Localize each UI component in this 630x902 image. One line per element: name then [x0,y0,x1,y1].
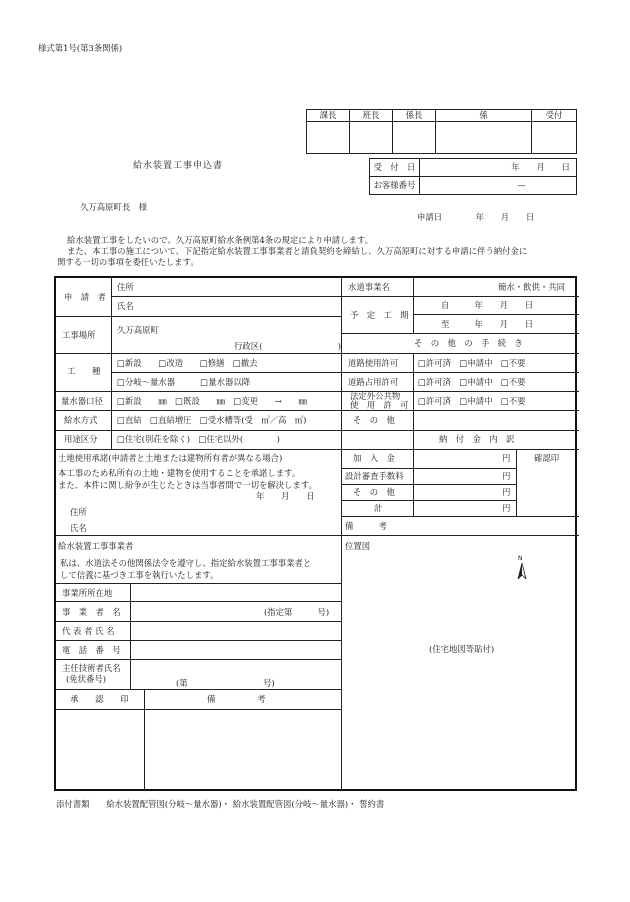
reception-box [369,158,577,195]
site-value: 久万高原町 [117,325,159,335]
applicant-address-label: 住所 [117,282,134,292]
customer-number-label: お客様番号 [370,177,420,195]
supply-method-options[interactable]: □直結 □直結増圧 □受水槽等(受 ㎥／高 ㎥) [117,415,307,425]
engineer-license-number[interactable]: (第 号) [176,678,275,688]
schedule-to[interactable]: 至 年 月 日 [441,319,534,329]
work-type-label: 工 種 [67,366,101,376]
applicant-label: 申 請 者 [64,292,106,302]
north-arrow-icon [517,556,527,578]
contractor-title: 給水装置工事事業者 [58,541,134,551]
location-map-label: 位置図 [345,541,371,551]
application-date[interactable]: 申請日 年 月 日 [417,212,535,222]
approval-seal-cell[interactable] [532,122,577,154]
meter-diameter-label: 量水器口径 [61,396,103,406]
payment-breakdown-title: 納 付 金 内 訳 [439,434,515,444]
intro-line-1: 給水装置工事をしたいので、久万高原町給水条例第4条の規定により申請します。 [67,235,373,245]
land-consent-title: 土地使用承諾(申請者と土地または建物所有者が異なる場合) [58,453,283,463]
other-fee-yen[interactable]: 円 [502,487,511,497]
contractor-remarks-label: 備 考 [207,694,266,704]
road-use-permit-label: 道路使用許可 [348,358,399,368]
total-yen[interactable]: 円 [502,503,511,513]
land-consent-name-label: 氏名 [70,523,87,533]
receipt-date-label: 受 付 日 [370,159,420,177]
remarks-label: 備 考 [345,521,387,531]
join-fee-yen[interactable]: 円 [502,453,511,463]
usage-options[interactable]: □住宅(別荘を除く) □住宅以外( ) [117,434,280,444]
form-number: 様式第1号(第3条関係) [38,43,123,53]
contractor-text-1: 私は、水道法その他関係法令を遵守し、指定給水装置工事事業者と [60,558,312,568]
other-procedure-label: そ の 他 [353,415,395,425]
meter-diameter-options[interactable]: □新設 ㎜ □既設 ㎜ □変更 → ㎜ [117,396,307,406]
land-consent-address-label: 住所 [70,507,87,517]
approval-seal-cell[interactable] [393,122,436,154]
approval-seal-label: 承 認 印 [70,694,129,704]
approval-header-subsection-chief: 係長 [393,110,436,122]
land-consent-text-2: また、本件に関し紛争が生じたときは当事者間で一切を解決します。 [58,480,317,490]
usage-label: 用途区分 [64,434,98,444]
design-fee-yen[interactable]: 円 [502,471,511,481]
engineer-label-2: (免状番号) [66,674,107,684]
water-business-options[interactable]: 簡水・飲供・共同 [498,282,565,292]
approval-seal-cell[interactable] [436,122,532,154]
work-type-row-1[interactable]: □新設 □改造 □修繕 □撤去 [117,358,258,368]
district-field[interactable]: 行政区( ) [234,341,342,351]
approval-header-reception: 受付 [532,110,577,122]
engineer-label-1: 主任技術者氏名 [62,663,121,673]
office-location-label: 事業所所在地 [62,588,113,598]
north-label: N [518,555,523,562]
confirm-seal-label: 確認印 [534,453,560,463]
designation-number[interactable]: (指定第 号) [264,607,330,617]
land-consent-date[interactable]: 年 月 日 [256,491,315,501]
land-consent-text-1: 本工事のため私所有の土地・建物を使用することを承諾します。 [58,468,301,478]
intro-line-2: また、本工事の施工について、下記指定給水装置工事事業者と請負契約を締結し、久万高原町に対する申請に伴う納付金に [67,246,528,256]
approval-seal-cell[interactable] [350,122,393,154]
addressee: 久万高原町長 様 [80,202,147,212]
phone-label: 電 話 番 号 [62,645,121,655]
road-occupy-permit-options[interactable]: □許可済 □申請中 □不要 [418,377,526,387]
attachments-note: 添付書類 給水装置配管図(分岐～量水器)・ 給水装置配管図(分岐～量水器)・ 誓約書 [56,799,385,809]
approval-box [306,109,577,154]
supply-method-label: 給水方式 [64,415,98,425]
public-facility-label-2: 使 用 許 可 [350,400,409,410]
receipt-date-value[interactable]: 年 月 日 [420,159,577,177]
public-facility-label-1: 法定外公共物 [350,391,401,401]
water-business-label: 水道事業名 [348,282,390,292]
application-form [54,276,577,791]
other-fee-label: そ の 他 [353,487,395,497]
road-use-permit-options[interactable]: □許可済 □申請中 □不要 [418,358,526,368]
business-name-label: 事 業 者 名 [62,607,121,617]
schedule-from[interactable]: 自 年 月 日 [441,300,534,310]
work-type-row-2[interactable]: □分岐～量水器 □量水器以降 [117,377,251,387]
approval-header-section-chief: 課長 [307,110,350,122]
total-label: 計 [374,503,383,513]
customer-number-value[interactable]: — [420,177,577,195]
site-label: 工事場所 [62,330,96,340]
map-attachment-note[interactable]: (住宅地図等貼付) [429,644,495,654]
approval-header-team-leader: 班長 [350,110,393,122]
intro-line-3: 関する一切の事項を委任いたします。 [57,257,199,267]
approval-header-staff: 係 [436,110,532,122]
contractor-text-2: して信義に基づき工事を執行いたします。 [60,570,219,580]
form-title: 給水装置工事申込書 [133,161,224,171]
public-facility-options[interactable]: □許可済 □申請中 □不要 [418,396,526,406]
other-procedures-title: そ の 他 の 手 続 き [414,338,523,348]
join-fee-label: 加 入 金 [353,453,395,463]
road-occupy-permit-label: 道路占用許可 [348,377,399,387]
design-fee-label: 設計審査手数料 [345,471,404,481]
approval-seal-cell[interactable] [307,122,350,154]
schedule-label: 予 定 工 期 [350,310,409,320]
representative-label: 代 表 者 氏 名 [62,626,115,636]
applicant-name-label: 氏名 [117,301,134,311]
